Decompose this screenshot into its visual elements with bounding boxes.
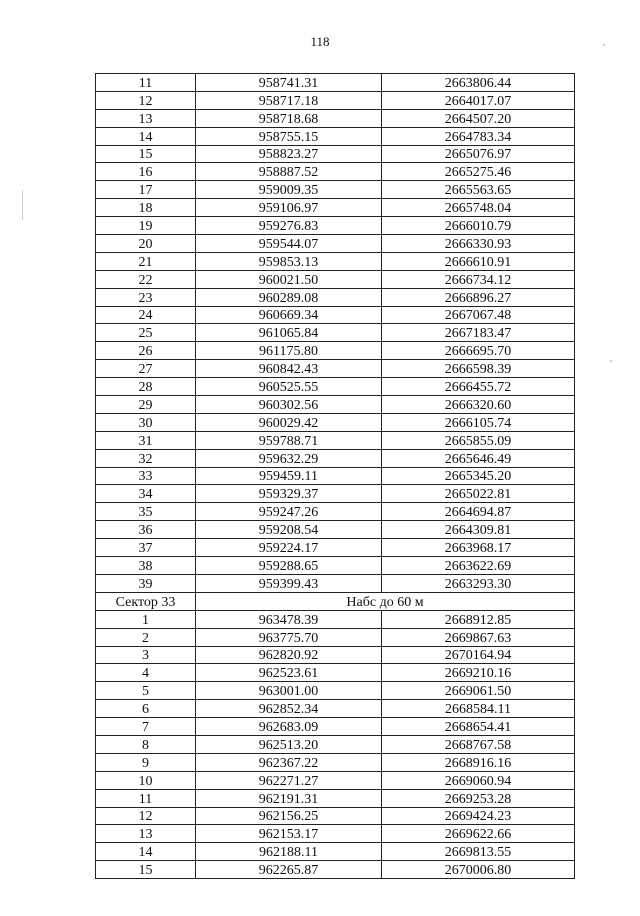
y-coordinate-cell: 2666455.72 bbox=[382, 378, 575, 396]
y-coordinate-cell: 2669867.63 bbox=[382, 628, 575, 646]
table-row bbox=[96, 252, 575, 270]
table-row bbox=[96, 91, 575, 109]
y-coordinate-cell: 2665022.81 bbox=[382, 485, 575, 503]
y-coordinate-cell: 2669061.50 bbox=[382, 682, 575, 700]
point-number-cell: 20 bbox=[96, 235, 196, 253]
x-coordinate-cell: 963001.00 bbox=[196, 682, 382, 700]
y-coordinate-cell: 2669210.16 bbox=[382, 664, 575, 682]
x-coordinate-cell: 960525.55 bbox=[196, 378, 382, 396]
x-coordinate-cell: 958718.68 bbox=[196, 109, 382, 127]
table-row bbox=[96, 539, 575, 557]
point-number-cell: 18 bbox=[96, 199, 196, 217]
y-coordinate-cell: 2668584.11 bbox=[382, 700, 575, 718]
x-coordinate-cell: 959459.11 bbox=[196, 467, 382, 485]
y-coordinate-cell: 2664783.34 bbox=[382, 127, 575, 145]
table-row bbox=[96, 396, 575, 414]
x-coordinate-cell: 962156.25 bbox=[196, 807, 382, 825]
x-coordinate-cell: 959544.07 bbox=[196, 235, 382, 253]
y-coordinate-cell: 2667067.48 bbox=[382, 306, 575, 324]
y-coordinate-cell: 2664017.07 bbox=[382, 91, 575, 109]
table-row bbox=[96, 771, 575, 789]
table-row bbox=[96, 467, 575, 485]
y-coordinate-cell: 2663968.17 bbox=[382, 539, 575, 557]
y-coordinate-cell: 2666734.12 bbox=[382, 270, 575, 288]
table-row bbox=[96, 682, 575, 700]
table-row bbox=[96, 235, 575, 253]
x-coordinate-cell: 962153.17 bbox=[196, 825, 382, 843]
sector-header-row bbox=[96, 592, 575, 610]
x-coordinate-cell: 962191.31 bbox=[196, 789, 382, 807]
point-number-cell: 4 bbox=[96, 664, 196, 682]
point-number-cell: 10 bbox=[96, 771, 196, 789]
x-coordinate-cell: 963478.39 bbox=[196, 610, 382, 628]
table-row bbox=[96, 199, 575, 217]
y-coordinate-cell: 2664694.87 bbox=[382, 503, 575, 521]
x-coordinate-cell: 959399.43 bbox=[196, 574, 382, 592]
point-number-cell: 29 bbox=[96, 396, 196, 414]
table-row bbox=[96, 825, 575, 843]
table-row bbox=[96, 664, 575, 682]
y-coordinate-cell: 2666598.39 bbox=[382, 360, 575, 378]
x-coordinate-cell: 960289.08 bbox=[196, 288, 382, 306]
table-row bbox=[96, 306, 575, 324]
point-number-cell: 12 bbox=[96, 91, 196, 109]
table-row bbox=[96, 270, 575, 288]
x-coordinate-cell: 960669.34 bbox=[196, 306, 382, 324]
point-number-cell: 14 bbox=[96, 843, 196, 861]
table-row bbox=[96, 789, 575, 807]
point-number-cell: 32 bbox=[96, 449, 196, 467]
table-row bbox=[96, 610, 575, 628]
y-coordinate-cell: 2666896.27 bbox=[382, 288, 575, 306]
table-row bbox=[96, 807, 575, 825]
page-number: 118 bbox=[310, 34, 330, 49]
x-coordinate-cell: 959224.17 bbox=[196, 539, 382, 557]
table-row bbox=[96, 521, 575, 539]
y-coordinate-cell: 2665646.49 bbox=[382, 449, 575, 467]
point-number-cell: 37 bbox=[96, 539, 196, 557]
point-number-cell: 33 bbox=[96, 467, 196, 485]
point-number-cell: 8 bbox=[96, 735, 196, 753]
point-number-cell: 28 bbox=[96, 378, 196, 396]
table-row bbox=[96, 413, 575, 431]
x-coordinate-cell: 960302.56 bbox=[196, 396, 382, 414]
y-coordinate-cell: 2669622.66 bbox=[382, 825, 575, 843]
table-row bbox=[96, 342, 575, 360]
point-number-cell: 39 bbox=[96, 574, 196, 592]
y-coordinate-cell: 2666105.74 bbox=[382, 413, 575, 431]
y-coordinate-cell: 2665748.04 bbox=[382, 199, 575, 217]
y-coordinate-cell: 2665076.97 bbox=[382, 145, 575, 163]
y-coordinate-cell: 2665345.20 bbox=[382, 467, 575, 485]
x-coordinate-cell: 958755.15 bbox=[196, 127, 382, 145]
x-coordinate-cell: 960842.43 bbox=[196, 360, 382, 378]
x-coordinate-cell: 959106.97 bbox=[196, 199, 382, 217]
y-coordinate-cell: 2666610.91 bbox=[382, 252, 575, 270]
point-number-cell: 23 bbox=[96, 288, 196, 306]
table-row bbox=[96, 217, 575, 235]
point-number-cell: 25 bbox=[96, 324, 196, 342]
point-number-cell: 13 bbox=[96, 109, 196, 127]
table-row bbox=[96, 861, 575, 879]
y-coordinate-cell: 2666320.60 bbox=[382, 396, 575, 414]
table-row bbox=[96, 109, 575, 127]
point-number-cell: 11 bbox=[96, 74, 196, 92]
x-coordinate-cell: 958717.18 bbox=[196, 91, 382, 109]
y-coordinate-cell: 2663293.30 bbox=[382, 574, 575, 592]
point-number-cell: 9 bbox=[96, 753, 196, 771]
y-coordinate-cell: 2668916.16 bbox=[382, 753, 575, 771]
x-coordinate-cell: 958741.31 bbox=[196, 74, 382, 92]
y-coordinate-cell: 2663806.44 bbox=[382, 74, 575, 92]
x-coordinate-cell: 963775.70 bbox=[196, 628, 382, 646]
x-coordinate-cell: 962523.61 bbox=[196, 664, 382, 682]
point-number-cell: 30 bbox=[96, 413, 196, 431]
x-coordinate-cell: 961065.84 bbox=[196, 324, 382, 342]
table-row bbox=[96, 324, 575, 342]
table-row bbox=[96, 360, 575, 378]
table-row bbox=[96, 378, 575, 396]
x-coordinate-cell: 962683.09 bbox=[196, 718, 382, 736]
point-number-cell: 21 bbox=[96, 252, 196, 270]
x-coordinate-cell: 962820.92 bbox=[196, 646, 382, 664]
x-coordinate-cell: 959288.65 bbox=[196, 557, 382, 575]
point-number-cell: 31 bbox=[96, 431, 196, 449]
table-row bbox=[96, 843, 575, 861]
x-coordinate-cell: 962265.87 bbox=[196, 861, 382, 879]
sector-depth: Набс до 60 м bbox=[196, 592, 575, 610]
y-coordinate-cell: 2663622.69 bbox=[382, 557, 575, 575]
y-coordinate-cell: 2664309.81 bbox=[382, 521, 575, 539]
table-row bbox=[96, 753, 575, 771]
x-coordinate-cell: 959276.83 bbox=[196, 217, 382, 235]
x-coordinate-cell: 959853.13 bbox=[196, 252, 382, 270]
point-number-cell: 3 bbox=[96, 646, 196, 664]
y-coordinate-cell: 2668654.41 bbox=[382, 718, 575, 736]
table-row bbox=[96, 163, 575, 181]
table-row bbox=[96, 74, 575, 92]
y-coordinate-cell: 2665855.09 bbox=[382, 431, 575, 449]
table-row bbox=[96, 145, 575, 163]
y-coordinate-cell: 2669060.94 bbox=[382, 771, 575, 789]
point-number-cell: 34 bbox=[96, 485, 196, 503]
y-coordinate-cell: 2666695.70 bbox=[382, 342, 575, 360]
table-row bbox=[96, 718, 575, 736]
point-number-cell: 17 bbox=[96, 181, 196, 199]
sector-label: Сектор 33 bbox=[96, 592, 196, 610]
x-coordinate-cell: 959329.37 bbox=[196, 485, 382, 503]
table-row bbox=[96, 449, 575, 467]
y-coordinate-cell: 2666330.93 bbox=[382, 235, 575, 253]
y-coordinate-cell: 2669253.28 bbox=[382, 789, 575, 807]
y-coordinate-cell: 2665563.65 bbox=[382, 181, 575, 199]
point-number-cell: 16 bbox=[96, 163, 196, 181]
table-row bbox=[96, 127, 575, 145]
y-coordinate-cell: 2667183.47 bbox=[382, 324, 575, 342]
point-number-cell: 11 bbox=[96, 789, 196, 807]
y-coordinate-cell: 2665275.46 bbox=[382, 163, 575, 181]
x-coordinate-cell: 959208.54 bbox=[196, 521, 382, 539]
table-row bbox=[96, 628, 575, 646]
point-number-cell: 36 bbox=[96, 521, 196, 539]
x-coordinate-cell: 958823.27 bbox=[196, 145, 382, 163]
y-coordinate-cell: 2664507.20 bbox=[382, 109, 575, 127]
y-coordinate-cell: 2666010.79 bbox=[382, 217, 575, 235]
table-body-after bbox=[96, 610, 575, 878]
x-coordinate-cell: 962188.11 bbox=[196, 843, 382, 861]
point-number-cell: 14 bbox=[96, 127, 196, 145]
point-number-cell: 26 bbox=[96, 342, 196, 360]
x-coordinate-cell: 958887.52 bbox=[196, 163, 382, 181]
y-coordinate-cell: 2668912.85 bbox=[382, 610, 575, 628]
y-coordinate-cell: 2669424.23 bbox=[382, 807, 575, 825]
table-row bbox=[96, 574, 575, 592]
x-coordinate-cell: 960029.42 bbox=[196, 413, 382, 431]
scan-speck bbox=[610, 360, 612, 362]
point-number-cell: 12 bbox=[96, 807, 196, 825]
x-coordinate-cell: 962367.22 bbox=[196, 753, 382, 771]
x-coordinate-cell: 959632.29 bbox=[196, 449, 382, 467]
point-number-cell: 19 bbox=[96, 217, 196, 235]
point-number-cell: 2 bbox=[96, 628, 196, 646]
scan-speck bbox=[22, 190, 23, 220]
point-number-cell: 7 bbox=[96, 718, 196, 736]
x-coordinate-cell: 959009.35 bbox=[196, 181, 382, 199]
point-number-cell: 15 bbox=[96, 861, 196, 879]
point-number-cell: 24 bbox=[96, 306, 196, 324]
x-coordinate-cell: 959247.26 bbox=[196, 503, 382, 521]
y-coordinate-cell: 2670006.80 bbox=[382, 861, 575, 879]
table-row bbox=[96, 288, 575, 306]
table-row bbox=[96, 557, 575, 575]
point-number-cell: 13 bbox=[96, 825, 196, 843]
table-row bbox=[96, 485, 575, 503]
point-number-cell: 38 bbox=[96, 557, 196, 575]
x-coordinate-cell: 962513.20 bbox=[196, 735, 382, 753]
table-body-before bbox=[96, 74, 575, 593]
table-row bbox=[96, 503, 575, 521]
point-number-cell: 5 bbox=[96, 682, 196, 700]
table-row bbox=[96, 646, 575, 664]
x-coordinate-cell: 960021.50 bbox=[196, 270, 382, 288]
x-coordinate-cell: 962852.34 bbox=[196, 700, 382, 718]
sector-header-body bbox=[96, 592, 575, 610]
point-number-cell: 27 bbox=[96, 360, 196, 378]
x-coordinate-cell: 962271.27 bbox=[196, 771, 382, 789]
table-row bbox=[96, 431, 575, 449]
table-row bbox=[96, 700, 575, 718]
point-number-cell: 1 bbox=[96, 610, 196, 628]
point-number-cell: 22 bbox=[96, 270, 196, 288]
y-coordinate-cell: 2670164.94 bbox=[382, 646, 575, 664]
scan-speck bbox=[603, 44, 605, 46]
point-number-cell: 35 bbox=[96, 503, 196, 521]
x-coordinate-cell: 961175.80 bbox=[196, 342, 382, 360]
point-number-cell: 6 bbox=[96, 700, 196, 718]
table-row bbox=[96, 735, 575, 753]
y-coordinate-cell: 2668767.58 bbox=[382, 735, 575, 753]
y-coordinate-cell: 2669813.55 bbox=[382, 843, 575, 861]
coordinates-table bbox=[95, 73, 575, 879]
point-number-cell: 15 bbox=[96, 145, 196, 163]
x-coordinate-cell: 959788.71 bbox=[196, 431, 382, 449]
table-row bbox=[96, 181, 575, 199]
